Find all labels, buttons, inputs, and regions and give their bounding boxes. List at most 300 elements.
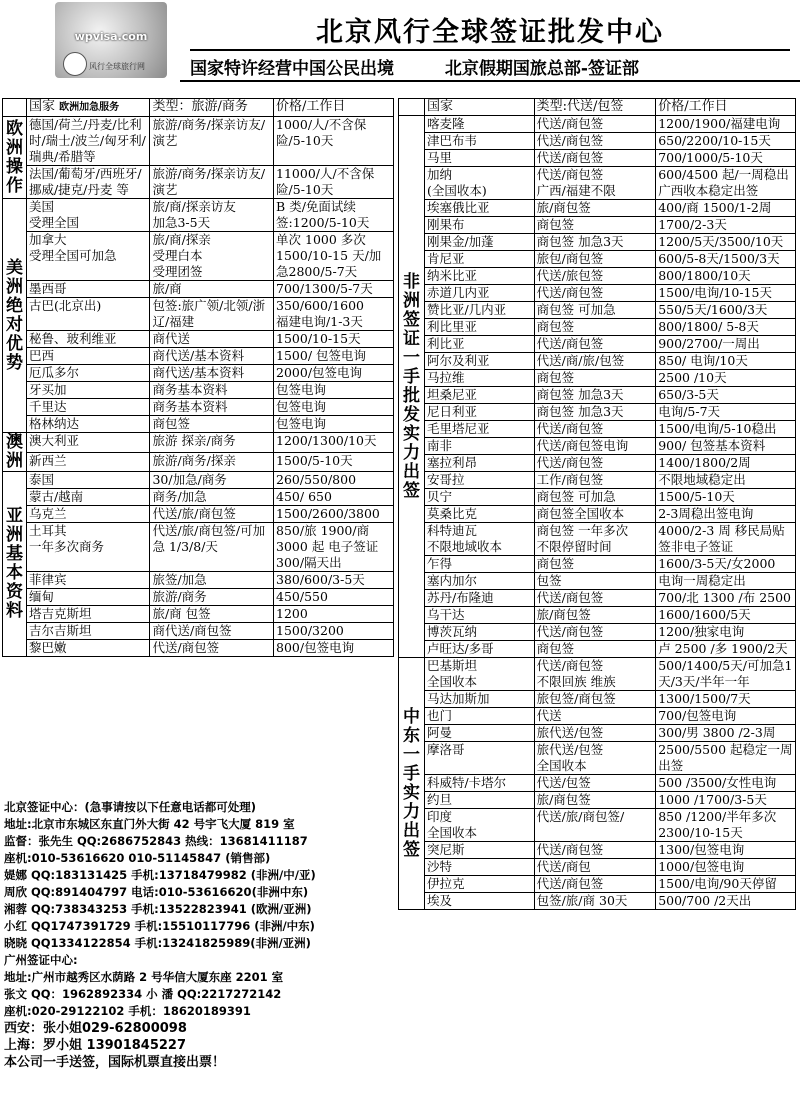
country-cell: 法国/葡萄牙/西班牙/挪威/捷克/丹麦 等 [26, 166, 150, 199]
type-cell: 商包签 [150, 416, 274, 433]
country-cell: 莫桑比克 [424, 506, 534, 523]
country-cell: 墨西哥 [26, 281, 150, 298]
type-cell: 商代送 [150, 331, 274, 348]
price-cell: 1200/独家电询 [656, 624, 796, 641]
country-cell: 乌干达 [424, 607, 534, 624]
type-cell: 商务基本资料 [150, 382, 274, 399]
table-row [3, 452, 394, 472]
table-row [399, 200, 796, 217]
table-row [399, 353, 796, 370]
price-cell: 包签电询 [274, 399, 394, 416]
type-cell: 商包签 一年多次 不限停留时间 [534, 523, 656, 556]
contact-line: 地址:广州市越秀区水荫路 2 号华信大厦东座 2201 室 [4, 970, 284, 984]
company-logo [55, 2, 167, 78]
table-row [3, 365, 394, 382]
type-cell: 工作/商包签 [534, 472, 656, 489]
country-cell: 乍得 [424, 556, 534, 573]
price-cell: 1500/电询/5-10稳出 [656, 421, 796, 438]
country-cell: 加拿大 受理全国可加急 [26, 232, 150, 281]
type-cell: 代送/商包签 [534, 421, 656, 438]
subtitle-line [190, 54, 790, 79]
price-cell: 450/550 [274, 589, 394, 606]
table-row [399, 742, 796, 775]
type-cell: 代送/商包签 [534, 455, 656, 472]
country-cell: 埃塞俄比亚 [424, 200, 534, 217]
type-cell: 代送/商包签 [534, 116, 656, 133]
price-cell: 850/旅 1900/商3000 起 电子签证 300/隔天出 [274, 523, 394, 572]
price-cell: 电询/5-7天 [656, 404, 796, 421]
type-cell: 商务基本资料 [150, 399, 274, 416]
country-cell: 尼日利亚 [424, 404, 534, 421]
country-cell: 乌克兰 [26, 506, 150, 523]
region-label: 亚 洲 基 本 资 料 [3, 472, 27, 657]
price-cell: 500/1400/5天/可加急1天/3天/半年一年 [656, 658, 796, 691]
country-cell: 塔吉克斯坦 [26, 606, 150, 623]
header-bottom-divider [180, 80, 800, 82]
price-cell: 1500/ 包签电询 [274, 348, 394, 365]
country-cell: 古巴(北京出) [26, 298, 150, 331]
type-cell: 商包签 [534, 319, 656, 336]
header-price: 价格/工作日 [656, 99, 796, 116]
country-cell: 也门 [424, 708, 534, 725]
contact-line: 本公司一手送签，国际机票直接出票！ [4, 1055, 226, 1070]
contact-line: 座机:020-29122102 手机：18620189391 [4, 1004, 251, 1018]
price-cell: 包签电询 [274, 416, 394, 433]
type-cell: 代送/商包 [534, 859, 656, 876]
type-cell: 旅游/商务/探亲访友/演艺 [150, 117, 274, 166]
country-cell: 菲律宾 [26, 572, 150, 589]
contact-line: 晓晓 QQ1334122854 手机:13241825989(非洲/亚洲) [4, 936, 311, 950]
price-cell: 1500/2600/3800 [274, 506, 394, 523]
type-cell: 旅游 探亲/商务 [150, 433, 274, 453]
region-label: 中 东 一 手 实 力 出 签 [399, 658, 425, 910]
price-cell: 1500/电询/10-15天 [656, 285, 796, 302]
price-cell: 1700/2-3天 [656, 217, 796, 234]
contact-line: 座机:010-53616620 010-51145847 (销售部) [4, 851, 271, 865]
country-cell: 博茨瓦纳 [424, 624, 534, 641]
table-row [3, 572, 394, 589]
price-cell: 650/3-5天 [656, 387, 796, 404]
table-row [399, 251, 796, 268]
type-cell: 商包签 [534, 556, 656, 573]
table-row [399, 438, 796, 455]
type-cell: 代送/商包签 [534, 133, 656, 150]
region-label: 美 洲 绝 对 优 势 [3, 199, 27, 433]
logo-subtitle: 风行全球旅行网 [89, 62, 145, 71]
country-cell: 阿尔及利亚 [424, 353, 534, 370]
type-cell: 商包签 可加急 [534, 302, 656, 319]
price-cell: 包签电询 [274, 382, 394, 399]
country-cell: 蒙古/越南 [26, 489, 150, 506]
type-cell: 旅/商包签 [534, 200, 656, 217]
country-cell: 科特迪瓦 不限地域收本 [424, 523, 534, 556]
type-cell: 代送/商包签 [534, 876, 656, 893]
table-row [399, 489, 796, 506]
table-row [399, 775, 796, 792]
country-cell: 厄瓜多尔 [26, 365, 150, 382]
price-cell: 650/2200/10-15天 [656, 133, 796, 150]
country-cell: 泰国 [26, 472, 150, 489]
table-row [3, 232, 394, 281]
country-cell: 秘鲁、玻利维亚 [26, 331, 150, 348]
country-cell: 巴基斯坦 全国收本 [424, 658, 534, 691]
table-row [399, 319, 796, 336]
country-cell: 德国/荷兰/丹麦/比利时/瑞士/波兰/匈牙利/瑞典/希腊等 [26, 117, 150, 166]
type-cell: 旅/商包签 [534, 607, 656, 624]
type-cell: 包签/旅/商 30天 [534, 893, 656, 910]
contact-line: 周欣 QQ:891404797 电话:010-53616620(非洲中东) [4, 885, 309, 899]
price-cell: 700/1000/5-10天 [656, 150, 796, 167]
price-cell: 卢 2500 /多 1900/2天 [656, 641, 796, 658]
country-cell: 美国 受理全国 [26, 199, 150, 232]
price-cell: 900/ 包签基本资料 [656, 438, 796, 455]
price-cell: 1000 /1700/3-5天 [656, 792, 796, 809]
type-cell: 代送/商/旅/包签 [534, 353, 656, 370]
price-cell: 850/ 电询/10天 [656, 353, 796, 370]
type-cell: 旅签/加急 [150, 572, 274, 589]
type-cell: 代送/商包签 [534, 624, 656, 641]
price-cell: 900/2700/一周出 [656, 336, 796, 353]
price-cell: 电询一周稳定出 [656, 573, 796, 590]
country-cell: 肯尼亚 [424, 251, 534, 268]
country-cell: 马拉维 [424, 370, 534, 387]
type-cell: 代送/商包签 [534, 336, 656, 353]
price-cell: 800/包签电询 [274, 640, 394, 657]
price-cell: 1600/1600/5天 [656, 607, 796, 624]
contact-line: 媞娜 QQ:183131425 手机:13718479982 (非洲/中/亚) [4, 868, 316, 882]
country-cell: 伊拉克 [424, 876, 534, 893]
table-row [399, 167, 796, 200]
type-cell: 商代送/基本资料 [150, 365, 274, 382]
type-cell: 代送/商包签 广西/福建不限 [534, 167, 656, 200]
price-cell: 2000/包签电询 [274, 365, 394, 382]
type-cell: 商包签 加急3天 [534, 387, 656, 404]
type-cell: 商代送/商包签 [150, 623, 274, 640]
price-cell: 1600/3-5天/女2000 [656, 556, 796, 573]
type-cell: 商包签 [534, 217, 656, 234]
country-cell: 牙买加 [26, 382, 150, 399]
country-cell: 格林纳达 [26, 416, 150, 433]
country-cell: 毛里塔尼亚 [424, 421, 534, 438]
table-row [399, 133, 796, 150]
price-cell: 1200/1900/福建电询 [656, 116, 796, 133]
country-cell: 刚果布 [424, 217, 534, 234]
table-row [399, 725, 796, 742]
globe-icon [63, 52, 87, 76]
type-cell: 商包签全国收本 [534, 506, 656, 523]
title-divider [190, 49, 790, 51]
table-row [3, 433, 394, 453]
country-cell: 马里 [424, 150, 534, 167]
table-row [399, 893, 796, 910]
table-row [399, 370, 796, 387]
contact-line: 广州签证中心: [4, 953, 78, 967]
type-cell: 旅游/商务/探亲访友/演艺 [150, 166, 274, 199]
type-cell: 代送/商包签 [534, 285, 656, 302]
table-row [399, 336, 796, 353]
country-cell: 津巴布韦 [424, 133, 534, 150]
price-cell: 800/1800/10天 [656, 268, 796, 285]
region-label: 欧 洲 操 作 [3, 117, 27, 199]
country-cell: 缅甸 [26, 589, 150, 606]
logo-url: wpvisa.com [74, 30, 148, 43]
header-price: 价格/工作日 [274, 99, 394, 117]
country-cell: 苏丹/布隆迪 [424, 590, 534, 607]
country-cell: 塞内加尔 [424, 573, 534, 590]
price-cell: 400/商 1500/1-2周 [656, 200, 796, 217]
price-cell: 1200/1300/10天 [274, 433, 394, 453]
price-cell: 1500/电询/90天停留 [656, 876, 796, 893]
country-cell: 贝宁 [424, 489, 534, 506]
type-cell: 代送/旅包签 [534, 268, 656, 285]
header-type: 类型:代送/包签 [534, 99, 656, 116]
type-cell: 商包签 [534, 370, 656, 387]
type-cell: 代送/商包签电询 [534, 438, 656, 455]
table-row [399, 641, 796, 658]
table-row [3, 399, 394, 416]
region-label: 非 洲 签 证 一 手 批 发 实 力 出 签 [399, 116, 425, 658]
table-row [399, 809, 796, 842]
header-blank [399, 99, 425, 116]
type-cell: 旅代送/包签 全国收本 [534, 742, 656, 775]
price-cell: 700/1300/5-7天 [274, 281, 394, 298]
page-title: 北京风行全球签证批发中心 [316, 17, 664, 48]
contact-line: 湘蓉 QQ:738343253 手机:13522823941 (欧洲/亚洲) [4, 902, 312, 916]
price-cell: 2500 /10天 [656, 370, 796, 387]
country-cell: 约旦 [424, 792, 534, 809]
country-cell: 刚果金/加蓬 [424, 234, 534, 251]
price-cell: 1200 [274, 606, 394, 623]
country-cell: 赤道几内亚 [424, 285, 534, 302]
price-cell: 1000/包签电询 [656, 859, 796, 876]
header-country: 国家 [424, 99, 534, 116]
price-cell: 1200/5天/3500/10天 [656, 234, 796, 251]
country-cell: 印度 全国收本 [424, 809, 534, 842]
country-cell: 阿曼 [424, 725, 534, 742]
contact-line: 北京签证中心：(急事请按以下任意电话都可处理) [4, 800, 257, 814]
type-cell: 包签:旅广领/北领/浙辽/福建 [150, 298, 274, 331]
type-cell: 包签 [534, 573, 656, 590]
type-cell: 代送/商包签 [534, 842, 656, 859]
type-cell: 代送/商包签 [534, 150, 656, 167]
table-row [3, 523, 394, 572]
header-type: 类型：旅游/商务 [150, 99, 274, 117]
type-cell: 旅/商 [150, 281, 274, 298]
country-cell: 利比亚 [424, 336, 534, 353]
price-cell: 单次 1000 多次1500/10-15 天/加急2800/5-7天 [274, 232, 394, 281]
table-row [3, 623, 394, 640]
price-cell: 1500/3200 [274, 623, 394, 640]
price-cell: 260/550/800 [274, 472, 394, 489]
type-cell: 30/加急/商务 [150, 472, 274, 489]
header-country: 国家 欧洲加急服务 [26, 99, 150, 117]
price-cell: 350/600/1600 福建电询/1-3天 [274, 298, 394, 331]
table-row [399, 285, 796, 302]
price-cell: 700/北 1300 /布 2500 [656, 590, 796, 607]
table-row [399, 234, 796, 251]
page-header [0, 0, 800, 88]
table-row [399, 387, 796, 404]
country-cell: 坦桑尼亚 [424, 387, 534, 404]
country-cell: 塞拉利昂 [424, 455, 534, 472]
price-cell: 2500/5500 起稳定一周出签 [656, 742, 796, 775]
contact-block [4, 799, 396, 1071]
left-visa-table [2, 98, 394, 657]
table-row [3, 472, 394, 489]
price-cell: 11000/人/不含保险/5-10天 [274, 166, 394, 199]
region-label: 澳 洲 [3, 433, 27, 472]
country-cell: 南非 [424, 438, 534, 455]
subtitle-left: 国家特许经营中国公民出境 [190, 59, 394, 79]
table-row [399, 404, 796, 421]
type-cell: 代送/旅/商包签 [150, 506, 274, 523]
table-row [3, 166, 394, 199]
table-row [3, 606, 394, 623]
type-cell: 商包签 可加急 [534, 489, 656, 506]
table-row [399, 658, 796, 691]
price-cell: 1000/人/不含保险/5-10天 [274, 117, 394, 166]
country-cell: 卢旺达/多哥 [424, 641, 534, 658]
price-cell: 2-3周稳出签电询 [656, 506, 796, 523]
left-table-header [3, 99, 394, 117]
country-cell: 赞比亚/几内亚 [424, 302, 534, 319]
table-row [3, 489, 394, 506]
table-row [399, 455, 796, 472]
table-row [399, 624, 796, 641]
table-row [399, 506, 796, 523]
country-cell: 黎巴嫩 [26, 640, 150, 657]
price-cell: 600/4500 起/一周稳出广西收本稳定出签 [656, 167, 796, 200]
price-cell: 500/700 /2天出 [656, 893, 796, 910]
type-cell: 代送/旅/商包签/ [534, 809, 656, 842]
price-cell: 450/ 650 [274, 489, 394, 506]
price-cell: 380/600/3-5天 [274, 572, 394, 589]
type-cell: 旅/商 包签 [150, 606, 274, 623]
price-cell: 1300/1500/7天 [656, 691, 796, 708]
type-cell: 代送/商包签 不限回族 维族 [534, 658, 656, 691]
country-cell: 吉尔吉斯坦 [26, 623, 150, 640]
price-cell: 700/包签电询 [656, 708, 796, 725]
country-cell: 沙特 [424, 859, 534, 876]
table-row [3, 589, 394, 606]
type-cell: 代送/旅/商包签/可加急 1/3/8/天 [150, 523, 274, 572]
country-cell: 澳大利亚 [26, 433, 150, 453]
contact-line: 地址:北京市东城区东直门外大街 42 号宇飞大厦 819 室 [4, 817, 295, 831]
table-row [399, 268, 796, 285]
type-cell: 代送/商包签 [150, 640, 274, 657]
country-cell: 巴西 [26, 348, 150, 365]
table-row [399, 842, 796, 859]
table-row [399, 590, 796, 607]
price-cell: 1500/10-15天 [274, 331, 394, 348]
table-row [399, 217, 796, 234]
table-row [399, 573, 796, 590]
table-row [3, 416, 394, 433]
price-cell: 4000/2-3 周 移民局贴签非电子签证 [656, 523, 796, 556]
table-row [399, 708, 796, 725]
table-row [399, 302, 796, 319]
country-cell: 土耳其 一年多次商务 [26, 523, 150, 572]
country-cell: 埃及 [424, 893, 534, 910]
table-row [399, 876, 796, 893]
table-row [399, 691, 796, 708]
table-row [399, 792, 796, 809]
country-cell: 安哥拉 [424, 472, 534, 489]
right-visa-table [398, 98, 796, 910]
price-cell: 550/5天/1600/3天 [656, 302, 796, 319]
contact-line: 监督：张先生 QQ:2686752843 热线：13681411187 [4, 834, 308, 848]
country-cell: 纳米比亚 [424, 268, 534, 285]
price-cell: 1500/5-10天 [274, 452, 394, 472]
country-cell: 千里达 [26, 399, 150, 416]
table-row [399, 421, 796, 438]
type-cell: 旅代送/包签 [534, 725, 656, 742]
country-cell: 科威特/卡塔尔 [424, 775, 534, 792]
country-cell: 加纳 (全国收本) [424, 167, 534, 200]
type-cell: 商包签 加急3天 [534, 404, 656, 421]
price-cell: 800/1800/ 5-8天 [656, 319, 796, 336]
country-cell: 马达加斯加 [424, 691, 534, 708]
table-row [3, 117, 394, 166]
type-cell: 商代送/基本资料 [150, 348, 274, 365]
table-row [399, 523, 796, 556]
table-row [3, 298, 394, 331]
right-table-header [399, 99, 796, 116]
type-cell: 旅包签/商包签 [534, 691, 656, 708]
table-row [3, 640, 394, 657]
table-row [3, 348, 394, 365]
type-cell: 旅游/商务 [150, 589, 274, 606]
type-cell: 旅包/商包签 [534, 251, 656, 268]
type-cell: 旅/商/探亲访友 加急3-5天 [150, 199, 274, 232]
type-cell: 旅/商包签 [534, 792, 656, 809]
table-row [399, 116, 796, 133]
price-cell: 600/5-8天/1500/3天 [656, 251, 796, 268]
type-cell: 代送/商包签 [534, 590, 656, 607]
price-cell: 850 /1200/半年多次2300/10-15天 [656, 809, 796, 842]
contact-line: 上海：罗小姐 13901845227 [4, 1038, 187, 1053]
price-cell: 不限地域稳定出 [656, 472, 796, 489]
type-cell: 商包签 [534, 641, 656, 658]
table-row [3, 331, 394, 348]
type-cell: 商务/加急 [150, 489, 274, 506]
table-row [399, 607, 796, 624]
contact-line: 张文 QQ：1962892334 小 潘 QQ:2217272142 [4, 987, 282, 1001]
type-cell: 代送 [534, 708, 656, 725]
country-cell: 喀麦隆 [424, 116, 534, 133]
type-cell: 代送/包签 [534, 775, 656, 792]
header-blank [3, 99, 27, 117]
type-cell: 旅游/商务/探亲 [150, 452, 274, 472]
type-cell: 商包签 加急3天 [534, 234, 656, 251]
subtitle-right: 北京假期国旅总部-签证部 [444, 59, 639, 79]
country-cell: 新西兰 [26, 452, 150, 472]
table-row [399, 859, 796, 876]
country-cell: 利比里亚 [424, 319, 534, 336]
table-row [399, 150, 796, 167]
table-row [3, 506, 394, 523]
price-cell: 1500/5-10天 [656, 489, 796, 506]
price-cell: 1300/包签电询 [656, 842, 796, 859]
price-cell: 500 /3500/女性电询 [656, 775, 796, 792]
country-cell: 摩洛哥 [424, 742, 534, 775]
price-cell: B 类/免面试续签:1200/5-10天 [274, 199, 394, 232]
contact-line: 小红 QQ1747391729 手机:15510117796 (非洲/中东) [4, 919, 315, 933]
table-row [3, 382, 394, 399]
table-row [399, 472, 796, 489]
price-cell: 1400/1800/2周 [656, 455, 796, 472]
table-row [3, 281, 394, 298]
